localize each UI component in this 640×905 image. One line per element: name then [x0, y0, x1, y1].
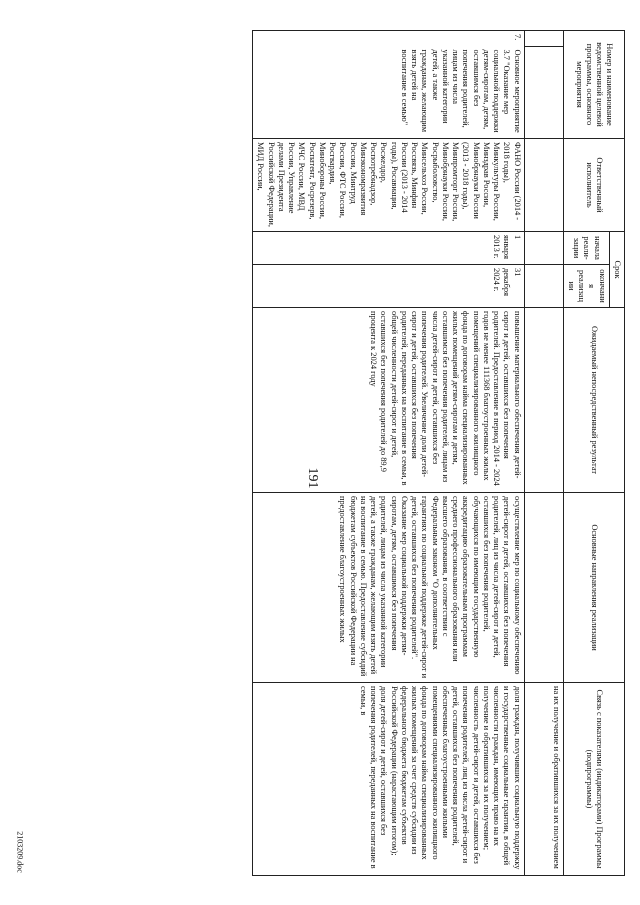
row-end-date: 31 декабря 2024 г.: [253, 265, 525, 308]
header-result: Ожидаемый непосредственный результат: [563, 308, 624, 493]
row-directions: осуществление мер по социальному обеспечению детей-сирот и детей, оставшихся без попечения родителей, лиц из числа детей-сирот и детей, оставшихся без попечения родителей, обучающихся по имеющим государственную аккредитацию образовательным программам среднего профессионального образования или высшего образования, в соответствии с Федеральным законом "О дополнительных гарантиях по социальной поддержке детей-сирот и детей, оставшихся без попечения родителей". Оказание мер социальной поддержки детям-сиротам, детям, оставшимся без попечения родителей, лицам из числа указанной категории детей, а также гражданам, желающим взять детей на воспитание в семью. Предоставление субсидий бюджетам субъектов Российской Федерации на предоставление благоустроенных жилых: [253, 493, 525, 683]
rotated-page: [40, 30, 625, 875]
header-end: окончания реализации: [563, 265, 609, 308]
header-link: Связь с показателями (индикаторами) Программы (подпрограммы): [563, 683, 624, 876]
document-code: 2103209.doc: [15, 831, 25, 873]
row-indicator-link: доля граждан, получивших социальную поддержку и государственные социальные гарантии, в общей численности граждан, имеющих право на их получение и обратившихся за их получением; численность детей-сирот и детей, оставшихся без попечения родителей, лиц из числа детей-сирот и детей, оставшихся без попечения родителей, обеспеченных благоустроенными жилыми помещениями специализированного жилищного фонда по договорам найма специализированных жилых помещений за счет средств субсидии из федерального бюджета бюджетам субъектов Российской Федерации (нарастающим итогом); доля детей-сирот и детей, оставшихся без попечения родителей, переданных на воспитание в семьи, в: [253, 683, 525, 876]
page-number: 191: [305, 467, 320, 489]
row-number: 7.: [253, 31, 525, 47]
row-start-date: 1 января 2013 г.: [253, 232, 525, 265]
continuation-row: [524, 31, 563, 876]
table-header: [563, 31, 624, 876]
program-activities-table: [252, 30, 625, 876]
row-expected-result: повышение материального обеспечения детей-сирот и детей, оставшихся без попечения родителей. Предоставление в период 2014 - 2024 годов не менее 111368 благоустроенных жилых помещений специализированного жилищного фонда по договорам найма специализированных жилых помещений детям-сиротам и детям, оставшимся без попечения родителей, лицам из числа детей-сирот и детей, оставшихся без попечения родителей. Увеличение доли детей-сирот и детей, оставшихся без попечения родителей, переданных на воспитание в семьи, в общей численности детей-сирот и детей, оставшихся без попечения родителей до 89,9 процента к 2024 году: [253, 308, 525, 493]
row-executor: ФАНО России (2014 - 2018 годы), Минкультуры России, Минздрав России, Минобрнауки России (2013 - 2018 годы), Минпромторг России, Минобрнауки России, Росрыболовство, Минсельхоз России, Россвязь, Минфин России (2013 - 2014 годы), Росавиация, Росжелдор, Роспотребнадзор, Минэкономразвития России, Минтруд России, ФТС России, Росгвардия, Минобороны России, Роспатент, Росрезерв, МЧС России, МВД России, Управление делами Президента Российской Федерации, МИД России,: [253, 139, 525, 232]
header-executor: Ответственный исполнитель: [563, 139, 624, 232]
continuation-link-cell: на их получение и обратившихся за их получением: [524, 683, 563, 876]
table-row: [253, 31, 525, 876]
header-start: начала реали-зации: [563, 232, 609, 265]
row-activity-name: Основное мероприятие 3.7 "Оказание мер социальной поддержки детям-сиротам, детям, оставшимся без попечения родителей, лицам из числа указанной категории детей, а также гражданам, желающим взять детей на воспитание в семью": [253, 47, 525, 139]
header-term: Срок: [609, 232, 624, 308]
header-directions: Основные направления реализации: [563, 493, 624, 683]
header-number-name: Номер и наименование ведомственной целевой программы, основного мероприятия: [563, 31, 624, 139]
